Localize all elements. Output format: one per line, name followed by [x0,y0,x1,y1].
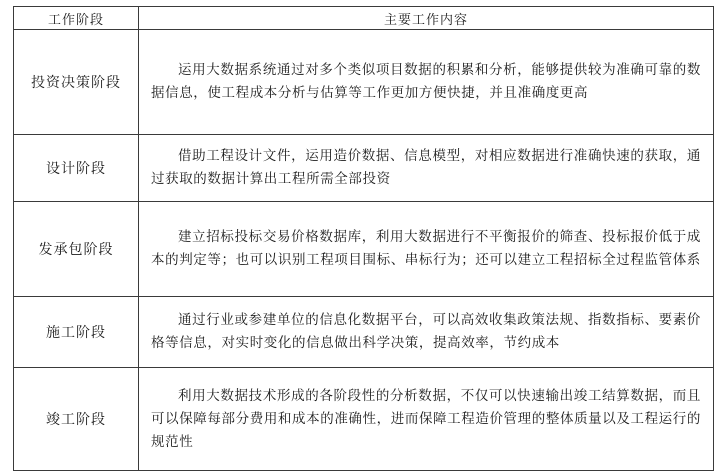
table-row [14,297,714,368]
stage-cell: 投资决策阶段 [14,30,139,135]
stage-work-table [13,6,714,471]
table-row [14,368,714,471]
content-cell: 建立招标投标交易价格数据库，利用大数据进行不平衡报价的筛查、投标报价低于成本的判定等；也可以识别工程项目围标、串标行为；还可以建立工程招标全过程监管体系 [139,202,714,297]
content-cell: 借助工程设计文件，运用造价数据、信息模型，对相应数据进行准确快速的获取，通过获取的数据计算出工程所需全部投资 [139,135,714,202]
stage-cell: 发承包阶段 [14,202,139,297]
table-row [14,30,714,135]
table-row [14,135,714,202]
header-content: 主要工作内容 [139,7,714,30]
table-row [14,202,714,297]
table-header-row [14,7,714,30]
content-cell: 通过行业或参建单位的信息化数据平台，可以高效收集政策法规、指数指标、要素价格等信息，对实时变化的信息做出科学决策，提高效率，节约成本 [139,297,714,368]
content-cell: 利用大数据技术形成的各阶段性的分析数据，不仅可以快速输出竣工结算数据，而且可以保障每部分费用和成本的准确性，进而保障工程造价管理的整体质量以及工程运行的规范性 [139,368,714,471]
header-stage: 工作阶段 [14,7,139,30]
content-cell: 运用大数据系统通过对多个类似项目数据的积累和分析，能够提供较为准确可靠的数据信息，使工程成本分析与估算等工作更加方便快捷，并且准确度更高 [139,30,714,135]
stage-cell: 施工阶段 [14,297,139,368]
stage-cell: 竣工阶段 [14,368,139,471]
stage-cell: 设计阶段 [14,135,139,202]
